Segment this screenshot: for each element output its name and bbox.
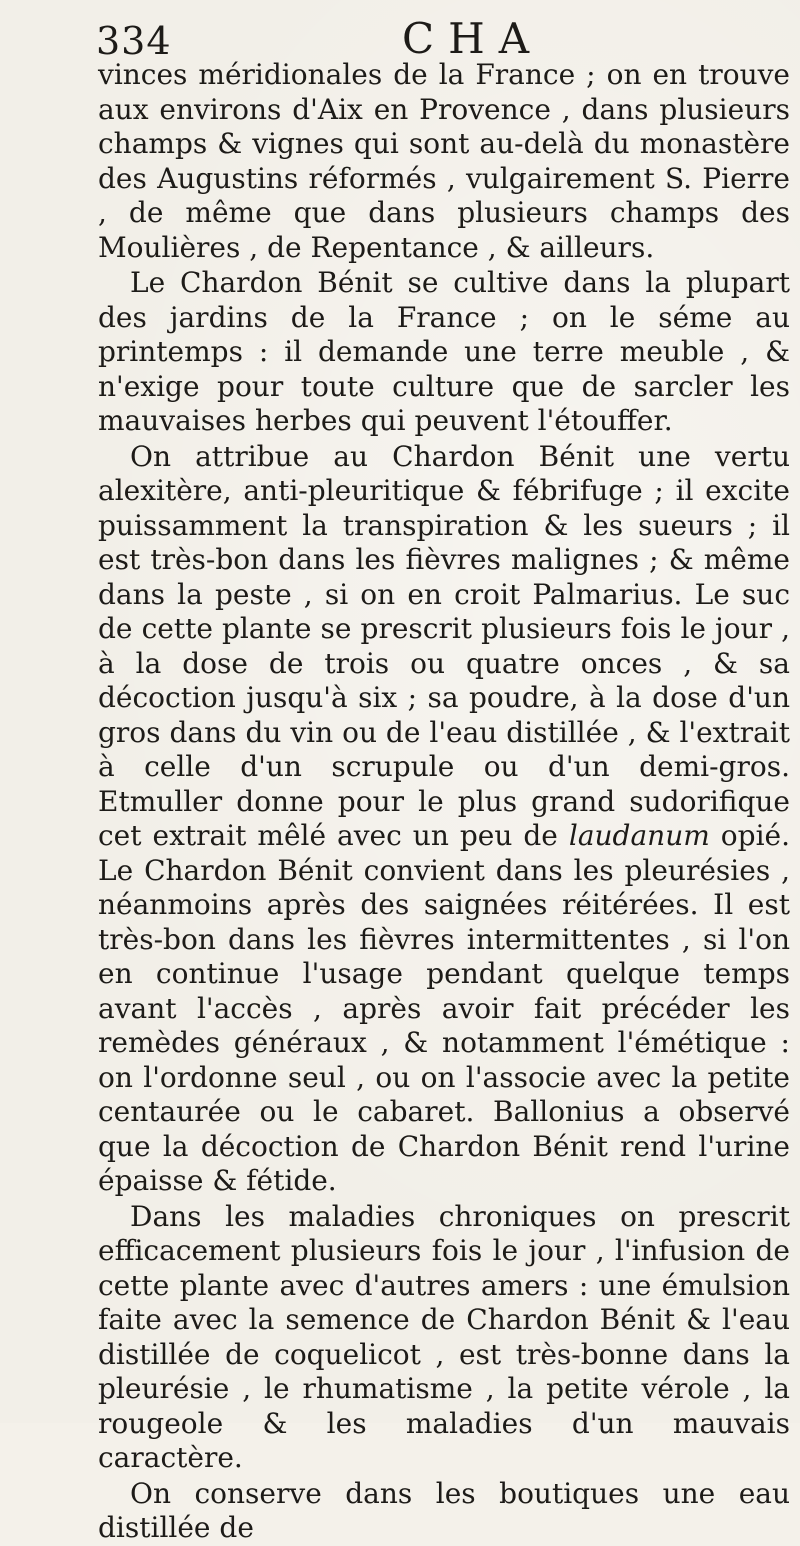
- page-number: 334: [96, 19, 172, 63]
- paragraph-chronic-diseases: Dans les maladies chroniques on prescrit efficacement plusieurs fois le jour , l'infusion de cette plante avec d'autres amers : une émulsion faite avec la semence de Chardon Bénit & l'eau distillée de coquelicot , est très-bonne dans la pleurésie , le rhumatisme , la petite vérole , la rougeole & les maladies d'un mauvais caractère.: [98, 1199, 790, 1474]
- paragraph-cultivation: Le Chardon Bénit se cultive dans la plupart des jardins de la France ; on le séme au printemps : il demande une terre meuble , & n'exige pour toute culture que de sarcler les mauvaises herbes qui peuvent l'étouffer.: [98, 266, 790, 437]
- paragraph-continuation: vinces méridionales de la France ; on en trouve aux environs d'Aix en Provence , dans plusieurs champs & vignes qui sont au-delà du monastère des Augustins réformés , vulgairement S. Pierre , de même que dans plusieurs champs des Moulières , de Repentance , & ailleurs.: [98, 58, 790, 264]
- paragraph-virtues: [98, 440, 790, 1199]
- virtues-text-part-2: opié. Le Chardon Bénit convient dans les pleurésies , néanmoins après des saignées réitérées. Il est très-bon dans les fièvres intermittentes , si l'on en continue l'usage pendant quelque temps avant l'accès , après avoir fait précéder les remèdes généraux , & notamment l'émétique : on l'ordonne seul , ou on l'associe avec la petite centaurée ou le cabaret. Ballonius a observé que la décoction de Chardon Bénit rend l'urine épaisse & fétide.: [98, 819, 790, 1197]
- paragraph-distilled-water: On conserve dans les boutiques une eau distillée de: [98, 1476, 790, 1544]
- italic-term-laudanum: laudanum: [568, 819, 710, 852]
- running-head: CHA: [402, 14, 544, 63]
- body-text: [98, 58, 790, 1546]
- virtues-text-part-1: On attribue au Chardon Bénit une vertu alexitère, anti-pleuritique & fébrifuge ; il excite puissamment la transpiration & les sueurs ; il est très-bon dans les fièvres malignes ; & même dans la peste , si on en croit Palmarius. Le suc de cette plante se prescrit plusieurs fois le jour , à la dose de trois ou quatre onces , & sa décoction jusqu'à six ; sa poudre, à la dose d'un gros dans du vin ou de l'eau distillée , & l'extrait à celle d'un scrupule ou d'un demi-gros. Etmuller donne pour le plus grand sudorifique cet extrait mêlé avec un peu de: [98, 439, 790, 852]
- page-header: [96, 14, 780, 63]
